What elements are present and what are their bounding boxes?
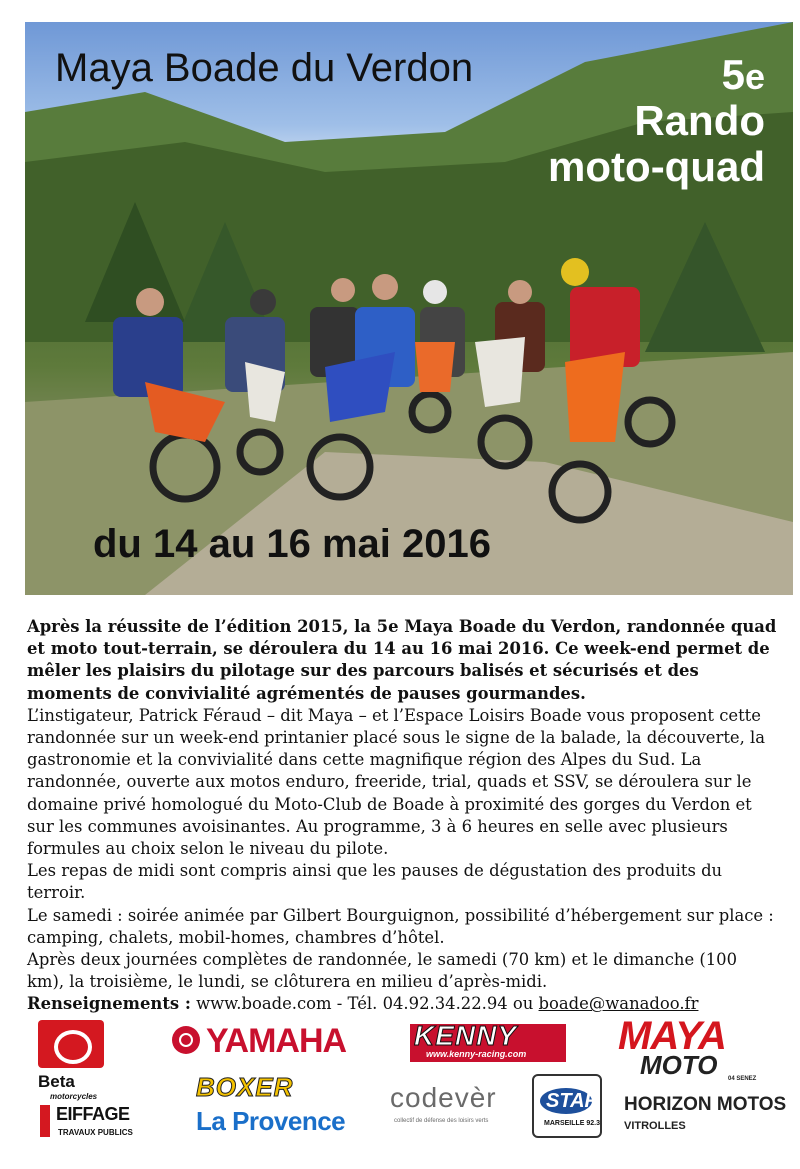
kenny-logo-text: KENNY <box>414 1020 518 1051</box>
star-logo-subtitle: MARSEILLE 92.3 <box>544 1120 601 1127</box>
edition-suffix: e <box>744 56 765 97</box>
contact-label: Renseignements : <box>27 994 191 1014</box>
edition-heading <box>548 52 765 191</box>
la-provence-logo-text: La Provence <box>196 1106 346 1136</box>
yamaha-logo-icon <box>172 1026 200 1054</box>
hero-photo <box>25 22 793 595</box>
horizon-motos-logo-text: HORIZON MOTOS <box>624 1094 787 1115</box>
eiffage-logo-icon <box>40 1105 50 1137</box>
contact-email-link[interactable]: boade@wanadoo.fr <box>538 994 699 1014</box>
maya-moto-logo-moto: MOTO <box>640 1050 718 1080</box>
boxer-logo-text: BOXER <box>196 1072 294 1102</box>
codever-logo-text: codevèr <box>390 1082 497 1113</box>
contact-text: www.boade.com - Tél. 04.92.34.22.94 ou <box>190 994 539 1014</box>
event-title: Maya Boade du Verdon <box>55 46 474 90</box>
eiffage-logo-subtitle: TRAVAUX PUBLICS <box>58 1128 133 1137</box>
edition-number <box>548 52 765 98</box>
paragraph-samedi: Le samedi : soirée animée par Gilbert Bourguignon, possibilité d’hébergement sur place : camping, chalets, mobil-homes, chambres d’hôtel. <box>27 905 774 947</box>
horizon-motos-logo-city: VITROLLES <box>624 1120 686 1132</box>
beta-logo-text: Beta <box>38 1072 75 1091</box>
codever-logo-subtitle: collectif de défense des loisirs verts <box>394 1118 489 1124</box>
star-logo-text: STAR <box>546 1090 599 1112</box>
beta-logo-icon <box>38 1020 104 1068</box>
yamaha-logo-text: YAMAHA <box>206 1022 347 1060</box>
eiffage-logo-text: EIFFAGE <box>56 1104 130 1124</box>
sponsor-logos <box>0 1010 800 1160</box>
edition-number-digit: 5 <box>721 51 745 98</box>
edition-line-moto-quad: moto-quad <box>548 143 765 191</box>
paragraph-instigateur: L’instigateur, Patrick Féraud – dit Maya – et l’Espace Loisirs Boade vous proposent cette randonnée sur un week-end printanier placé sous le signe de la balade, la découverte, la gastronomie et la convivialité dans cette magnifique région des Alpes du Sud. La randonnée, ouverte aux motos enduro, freeride, trial, quads et SSV, se déroulera sur le domaine privé homologué du Moto-Club de Boade à proximité des gorges du Verdon et sur les communes avoisinantes. Au programme, 3 à 6 heures en selle avec plusieurs formules au choix selon le niveau du pilote. <box>27 705 766 859</box>
paragraph-repas: Les repas de midi sont compris ainsi que les pauses de dégustation des produits du terroir. <box>27 861 723 903</box>
lead-paragraph: Après la réussite de l’édition 2015, la 5e Maya Boade du Verdon, randonnée quad et moto tout-terrain, se déroulera du 14 au 16 mai 2016. Ce week-end permet de mêler les plaisirs du pilotage sur des parcours balisés et sécurisés et des moments de convivialité agrémentés de pauses gourmandes. <box>27 617 777 703</box>
maya-moto-logo-subtitle: 04 SENEZ <box>728 1076 757 1082</box>
article-body <box>27 616 777 1016</box>
beta-logo-subtitle: motorcycles <box>50 1092 98 1101</box>
edition-line-rando: Rando <box>634 97 765 145</box>
maya-moto-logo-text: MAYA <box>618 1014 726 1058</box>
paragraph-journees: Après deux journées complètes de randonnée, le samedi (70 km) et le dimanche (100 km), la troisième, le lundi, se clôturera en milieu d’après-midi. <box>27 950 738 992</box>
kenny-logo-url: www.kenny-racing.com <box>426 1049 527 1059</box>
event-dates: du 14 au 16 mai 2016 <box>93 522 492 566</box>
